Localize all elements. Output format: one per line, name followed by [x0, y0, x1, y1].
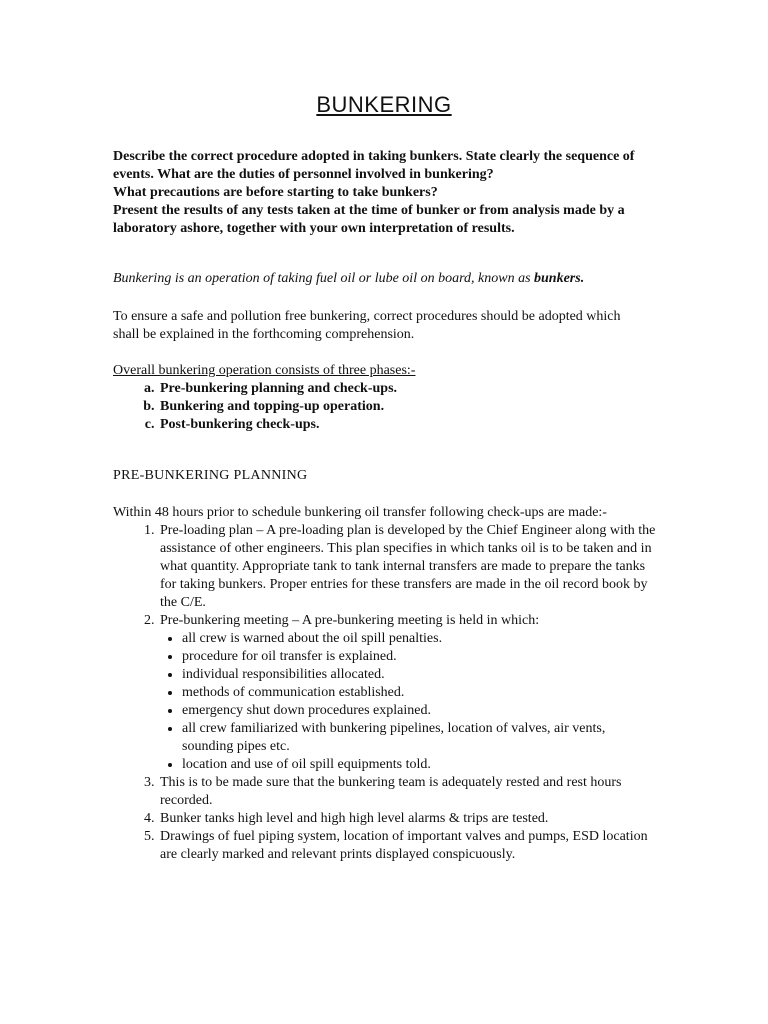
meeting-point: • procedure for oil transfer is explained. — [182, 648, 658, 666]
meeting-point: • emergency shut down procedures explained. — [182, 702, 658, 720]
section-lead: Within 48 hours prior to schedule bunkering oil transfer following check-ups are made:- — [113, 505, 607, 520]
meeting-point: • methods of communication established. — [182, 684, 658, 702]
checkup-list — [113, 522, 658, 864]
question-1: Describe the correct procedure adopted in taking bunkers. State clearly the sequence of events. What are the duties of personnel involved in bunkering? — [113, 149, 635, 182]
meeting-point: • all crew familiarized with bunkering pipelines, location of valves, air vents, sounding pipes etc. — [182, 720, 658, 756]
intro-sentence — [113, 271, 673, 287]
checkup-text: This is to be made sure that the bunkering team is adequately rested and rest hours recorded. — [160, 775, 622, 808]
checkup-item — [158, 612, 658, 774]
question-2: What precautions are before starting to take bunkers? — [113, 185, 438, 200]
checkup-text: Drawings of fuel piping system, location of important valves and pumps, ESD location are clearly marked and relevant prints displayed conspicuously. — [160, 829, 648, 862]
phases-list — [113, 380, 673, 434]
checkup-item — [158, 522, 658, 612]
checkup-item — [158, 774, 658, 810]
meeting-points-list — [160, 630, 658, 774]
phase-item: b. Bunkering and topping-up operation. — [158, 398, 673, 416]
intro-text: Bunkering is an operation of taking fuel oil or lube oil on board, known as — [113, 271, 535, 286]
checkup-item — [158, 810, 658, 828]
question-3: Present the results of any tests taken at the time of bunker or from analysis made by a laboratory ashore, together with your own interpretation of results. — [113, 203, 625, 236]
phase-item: c. Post-bunkering check-ups. — [158, 416, 673, 434]
phases-block — [113, 362, 673, 434]
checkup-text: Bunker tanks high level and high high level alarms & trips are tested. — [160, 811, 549, 826]
section-heading: PRE-BUNKERING PLANNING — [113, 468, 308, 483]
question-block — [113, 148, 673, 238]
meeting-point: • location and use of oil spill equipments told. — [182, 756, 658, 774]
meeting-point: • individual responsibilities allocated. — [182, 666, 658, 684]
pre-bunkering-block — [113, 504, 658, 864]
intro-bold-term: bunkers. — [534, 271, 585, 286]
checkup-item — [158, 828, 658, 864]
phases-heading: Overall bunkering operation consists of three phases:- — [113, 363, 416, 378]
phase-item: a. Pre-bunkering planning and check-ups. — [158, 380, 673, 398]
intro-paragraph: To ensure a safe and pollution free bunkering, correct procedures should be adopted which shall be explained in the forthcoming comprehension. — [113, 309, 621, 342]
page-title: BUNKERING — [316, 92, 452, 117]
checkup-text: Pre-loading plan – A pre-loading plan is developed by the Chief Engineer along with the assistance of other engineers. This plan specifies in which tanks oil is to be taken and in what quantity. Appropriate tank to tank internal transfers are made to prepare the tanks for taking bunkers. Proper entries for these transfers are made in the oil record book by the C/E. — [160, 523, 656, 610]
checkup-text: Pre-bunkering meeting – A pre-bunkering meeting is held in which: — [160, 613, 540, 628]
meeting-point: • all crew is warned about the oil spill penalties. — [182, 630, 658, 648]
